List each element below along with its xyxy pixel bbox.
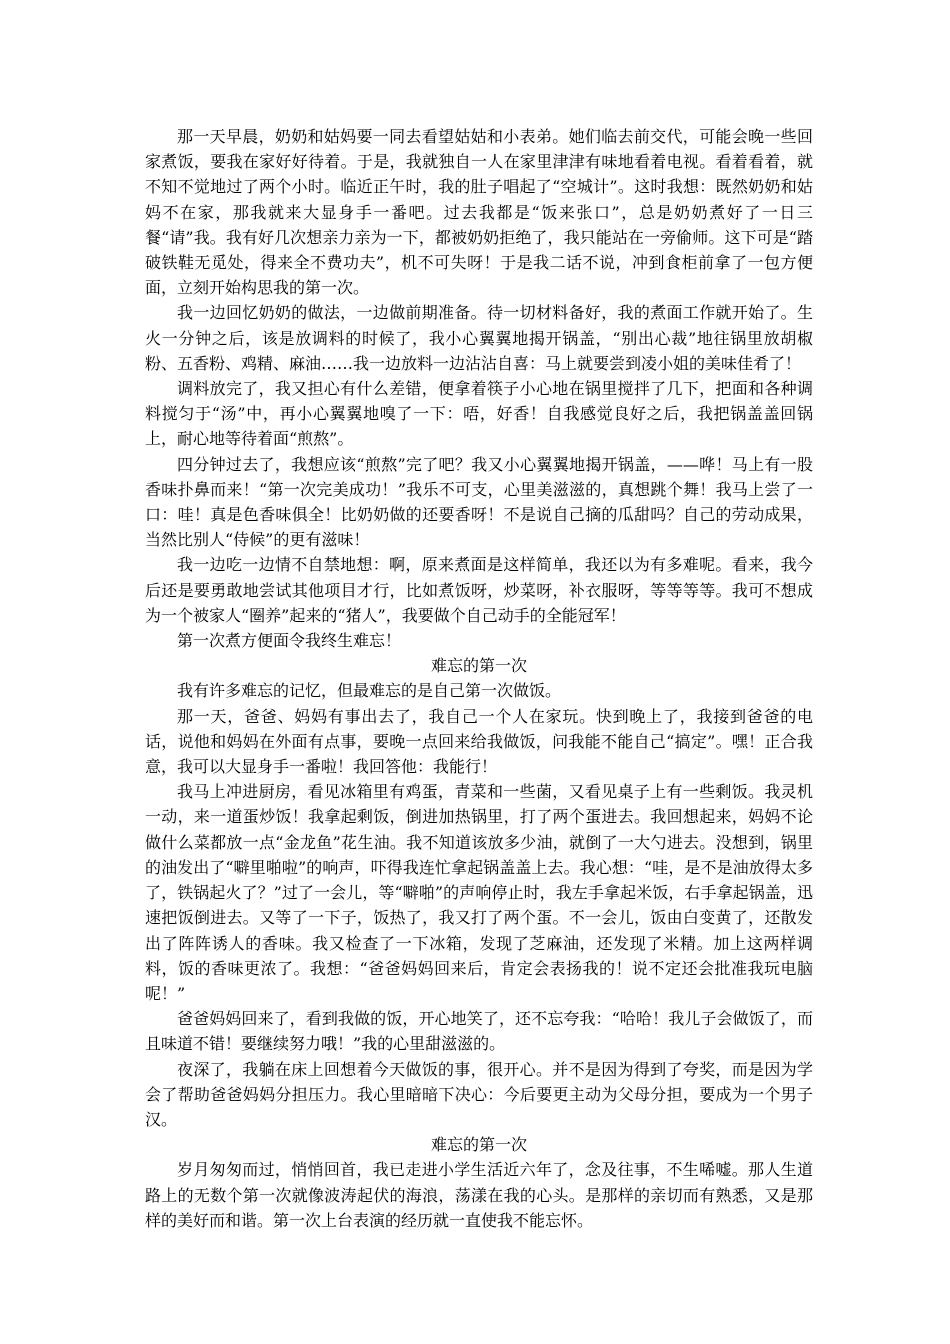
paragraph: 爸爸妈妈回来了，看到我做的饭，开心地笑了，还不忘夸我：“哈哈！我儿子会做饭了，而且味道不错！要继续努力哦！”我的心里甜滋滋的。	[145, 1009, 813, 1054]
paragraph: 调料放完了，我又担心有什么差错，便拿着筷子小心地在锅里搅拌了几下，把面和各种调料搅匀于“汤”中，再小心翼翼地嗅了一下：唔，好香！自我感觉良好之后，我把锅盖盖回锅上，耐心地等待着面“煎熬”。	[145, 379, 813, 449]
essay-section-1	[145, 124, 813, 653]
paragraph: 我马上冲进厨房，看见冰箱里有鸡蛋，青菜和一些菌，又看见桌子上有一些剩饭。我灵机一动，来一道蛋炒饭！我拿起剩饭，倒进加热锅里，打了两个蛋进去。我回想起来，妈妈不论做什么菜都放一点“金龙鱼”花生油。我不知道该放多少油，就倒了一大勺进去。没想到，锅里的油发出了“噼里啪啦”的响声，吓得我连忙拿起锅盖盖上去。我心想：“哇，是不是油放得太多了，铁锅起火了？”过了一会儿，等“噼啪”的声响停止时，我左手拿起米饭，右手拿起锅盖，迅速把饭倒进去。又等了一下子，饭热了，我又打了两个蛋。不一会儿，饭由白变黄了，还散发出了阵阵诱人的香味。我又检查了一下冰箱，发现了芝麻油，还发现了米精。加上这两样调料，饭的香味更浓了。我想：“爸爸妈妈回来后，肯定会表扬我的！说不定还会批准我玩电脑呢！”	[145, 782, 813, 1003]
document-body	[145, 124, 813, 1233]
paragraph: 第一次煮方便面令我终生难忘！	[177, 631, 402, 651]
paragraph: 夜深了，我躺在床上回想着今天做饭的事，很开心。并不是因为得到了夸奖，而是因为学会了帮助爸爸妈妈分担压力。我心里暗暗下决心：今后要更主动为父母分担，要成为一个男子汉。	[145, 1059, 813, 1129]
paragraph: 那一天早晨，奶奶和姑妈要一同去看望姑姑和小表弟。她们临去前交代，可能会晚一些回家煮饭，要我在家好好待着。于是，我就独自一人在家里津津有味地看着电视。看着看着，就不知不觉地过了两个小时。临近正午时，我的肚子唱起了“空城计”。这时我想：既然奶奶和姑妈不在家，那我就来大显身手一番吧。过去我都是“饭来张口”，总是奶奶煮好了一日三餐“请”我。我有好几次想亲力亲为一下，都被奶奶拒绝了，我只能站在一旁偷师。这下可是“踏破铁鞋无觅处，得来全不费功夫”，机不可失呀！于是我二话不说，冲到食柜前拿了一包方便面，立刻开始构思我的第一次。	[145, 127, 813, 298]
paragraph: 岁月匆匆而过，悄悄回首，我已走进小学生活近六年了，念及往事，不生唏嘘。那人生道路上的无数个第一次就像波涛起伏的海浪，荡漾在我的心头。是那样的亲切而有熟悉，又是那样的美好而和谐。第一次上台表演的经历就一直使我不能忘怀。	[145, 1160, 813, 1230]
paragraph: 我一边回忆奶奶的做法，一边做前期准备。待一切材料备好，我的煮面工作就开始了。生火一分钟之后，该是放调料的时候了，我小心翼翼地揭开锅盖，“别出心裁”地往锅里放胡椒粉、五香粉、鸡精、麻油……我一边放料一边沾沾自喜：马上就要尝到凌小姐的美味佳肴了！	[145, 303, 813, 373]
paragraph: 四分钟过去了，我想应该“煎熬”完了吧？我又小心翼翼地揭开锅盖，——哗！马上有一股香味扑鼻而来！“第一次完美成功！”我乐不可支，心里美滋滋的，真想跳个舞！我马上尝了一口：哇！真是色香味俱全！比奶奶做的还要香呀！不是说自己摘的瓜甜吗？自己的劳动成果，当然比别人“侍候”的更有滋味！	[145, 454, 813, 550]
paragraph: 我有许多难忘的记忆，但最难忘的是自己第一次做饭。	[177, 681, 562, 701]
essay-title: 难忘的第一次	[430, 1135, 527, 1155]
essay-section-3	[145, 1132, 813, 1233]
paragraph: 那一天，爸爸、妈妈有事出去了，我自己一个人在家玩。快到晚上了，我接到爸爸的电话，说他和妈妈在外面有点事，要晚一点回来给我做饭，问我能不能自己“搞定”。嘿！正合我意，我可以大显身手一番啦！我回答他：我能行！	[145, 706, 813, 777]
essay-section-2	[145, 653, 813, 1132]
paragraph: 我一边吃一边情不自禁地想：啊，原来煮面是这样简单，我还以为有多难呢。看来，我今后还是要勇敢地尝试其他项目才行，比如煮饭呀，炒菜呀，补衣服呀，等等等等。我可不想成为一个被家人“圈养”起来的“猪人”，我要做个自己动手的全能冠军！	[145, 555, 813, 625]
essay-title: 难忘的第一次	[430, 656, 527, 676]
